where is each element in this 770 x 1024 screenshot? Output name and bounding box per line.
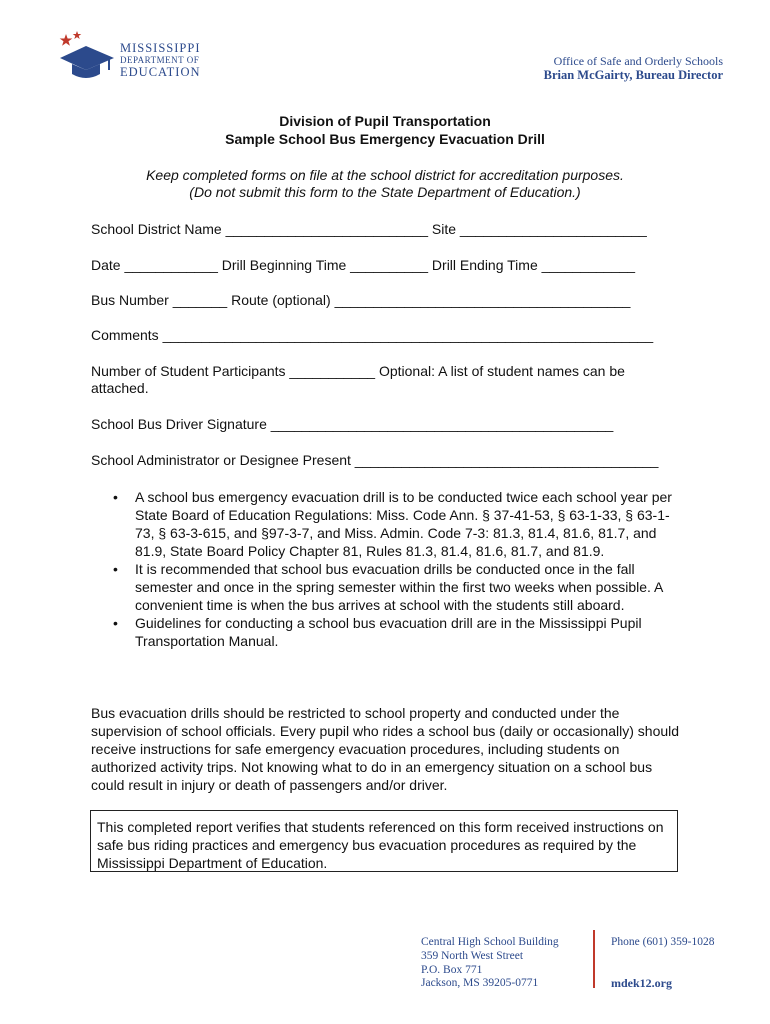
footer-address-street: 359 North West Street (421, 950, 524, 962)
footer-phone: Phone (601) 359-1028 (611, 936, 715, 948)
participants-field-cont: attached. (91, 380, 149, 396)
verification-text: This completed report verifies that students referenced on this form received instructions on safe bus riding practices and emergency bus evacuation procedures as required by the Mississippi Department of Education. (97, 819, 664, 871)
bus-route-field: Bus Number _______ Route (optional) ______________________________________ (91, 292, 631, 308)
logo-text-mississippi: MISSISSIPPI (120, 41, 201, 55)
bureau-director: Brian McGairty, Bureau Director (543, 68, 723, 82)
administrator-field: School Administrator or Designee Present _______________________________________ (91, 452, 659, 468)
instruction-note-line2: (Do not submit this form to the State Department of Education.) (189, 184, 581, 200)
district-site-field: School District Name __________________________ Site ________________________ (91, 221, 647, 237)
evacuation-paragraph: Bus evacuation drills should be restricted to school property and conducted under the supervision of school officials. Every pupil who rides a school bus (daily or occasionally) should receive instructions for safe emergency evacuation procedures, including students on authorized activity trips. Not knowing what to do in an emergency situation on a school bus could result in injury or death of passengers and/or driver. (91, 705, 680, 793)
participants-field: Number of Student Participants ___________ Optional: A list of student names can be (91, 363, 625, 379)
logo-text-department: DEPARTMENT OF (120, 55, 200, 65)
form-title: Sample School Bus Emergency Evacuation Drill (225, 131, 545, 147)
comments-field: Comments _______________________________________________________________ (91, 327, 654, 343)
mortarboard-icon (60, 31, 114, 78)
logo-text-education: EDUCATION (120, 65, 201, 79)
division-title: Division of Pupil Transportation (279, 113, 491, 129)
date-time-field: Date ____________ Drill Beginning Time __________ Drill Ending Time ____________ (91, 257, 636, 273)
guidelines-list (91, 488, 681, 650)
driver-signature-field: School Bus Driver Signature ____________________________________________ (91, 416, 614, 432)
instruction-note-line1: Keep completed forms on file at the school district for accreditation purposes. (146, 167, 624, 183)
footer-divider (593, 930, 595, 988)
list-item: • It is recommended that school bus evacuation drills be conducted once in the fall semester and once in the spring semester within the first two weeks when possible. A convenient time is when the bus arrives at school with the students still aboard. (91, 560, 681, 614)
list-item: • A school bus emergency evacuation drill is to be conducted twice each school year per State Board of Education Regulations: Miss. Code Ann. § 37-41-53, § 63-1-33, § 63-1-73, § 63-3-615, and §97-3-7, and Miss. Admin. Code 7-3: 81.3, 81.4, 81.6, 81.7, and 81.9, State Board Policy Chapter 81, Rules 81.3, 81.4, 81.6, 81.7, and 81.9. (91, 488, 681, 560)
list-item: • Guidelines for conducting a school bus evacuation drill are in the Mississippi Pupil Transportation Manual. (91, 614, 681, 650)
office-name: Office of Safe and Orderly Schools (553, 54, 723, 68)
footer-address-city: Jackson, MS 39205-0771 (421, 977, 539, 989)
footer-address-pobox: P.O. Box 771 (421, 964, 483, 976)
footer-website-link[interactable]: mdek12.org (611, 976, 672, 990)
footer-address-building: Central High School Building (421, 936, 559, 948)
